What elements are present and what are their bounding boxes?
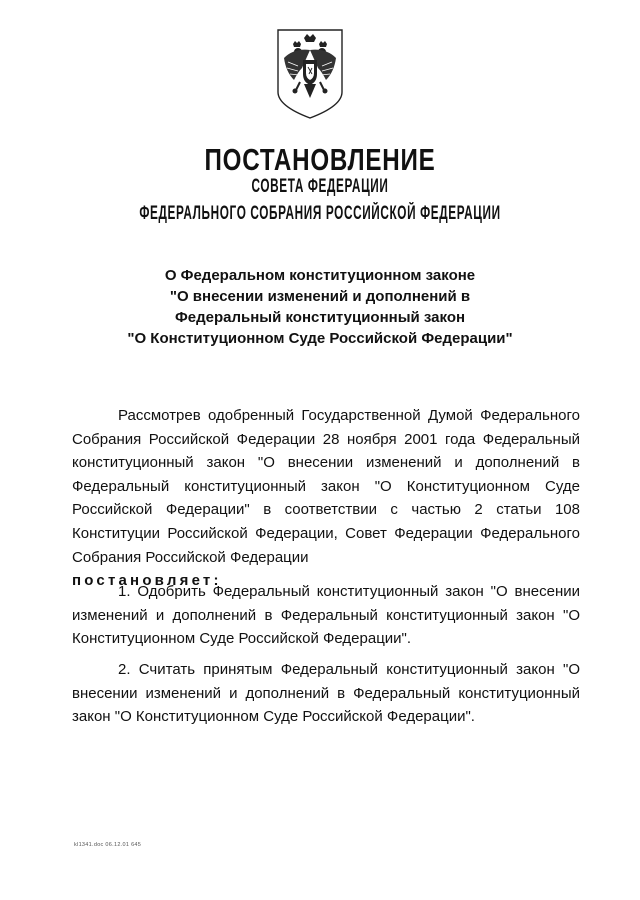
- issuer-line-1: СОВЕТА ФЕДЕРАЦИИ: [251, 176, 389, 197]
- preamble-paragraph: Рассмотрев одобренный Государственной Думой Федерального Собрания Российской Федерации 28 ноября 2001 года Федеральный конституционный закон "О внесении изменений и дополнений в Федеральный конституционный закон "О Конституционном Суде Российской Федерации" в соответствии с частью 2 статьи 108 Конституции Российской Федерации, Совет Федерации Федерального Собрания Российской Федерации: [72, 407, 580, 566]
- resolution-item-1: [72, 580, 580, 651]
- subject-line: "О Конституционном Суде Российской Федерации": [127, 330, 513, 347]
- subject-line: Федеральный конституционный закон: [174, 309, 466, 326]
- document-subject: [0, 265, 640, 349]
- resolves-word: постановляет:: [72, 572, 222, 590]
- document-title: ПОСТАНОВЛЕНИЕ: [204, 142, 436, 177]
- resolution-item-text: 2. Считать принятым Федеральный конституционный закон "О внесении изменений и дополнений в Федеральный конституционный закон "О Конституционном Суде Российской Федерации".: [72, 661, 580, 726]
- resolution-item-2: [72, 658, 580, 729]
- document-file-code: kl1341.doc 06.12.01 645: [74, 842, 142, 848]
- subject-line: О Федеральном конституционном законе: [164, 267, 476, 284]
- issuer-line-2: ФЕДЕРАЛЬНОГО СОБРАНИЯ РОССИЙСКОЙ ФЕДЕРАЦИИ: [139, 203, 501, 224]
- preamble-block: [72, 404, 580, 593]
- russian-coat-of-arms-icon: [274, 28, 346, 120]
- resolution-item-text: 1. Одобрить Федеральный конституционный закон "О внесении изменений и дополнений в Федеральный конституционный закон "О Конституционном Суде Российской Федерации".: [72, 583, 580, 648]
- subject-line: "О внесении изменений и дополнений в: [169, 288, 471, 305]
